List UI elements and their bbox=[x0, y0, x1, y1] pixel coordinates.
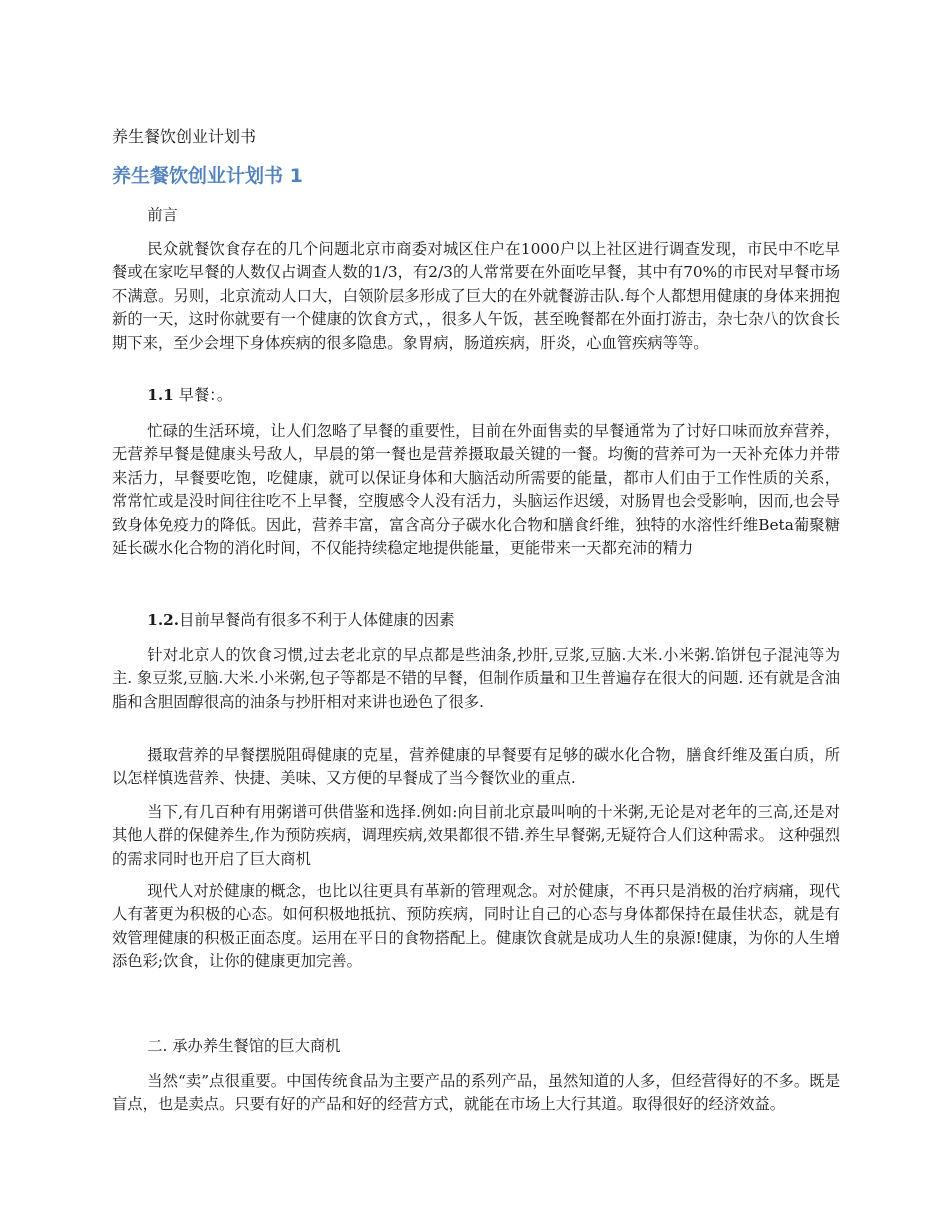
document-title: 养生餐饮创业计划书 bbox=[112, 127, 257, 146]
section-2-title: 二. 承办养生餐馆的巨大商机 bbox=[147, 1037, 341, 1055]
subheading-1-2 bbox=[112, 609, 840, 632]
preface-label: 前言 bbox=[147, 206, 178, 224]
paragraph-selling-point: 当然“卖”点很重要。中国传统食品为主要产品的系列产品，虽然知道的人多，但经营得好的不多。既是盲点，也是卖点。只要有好的产品和好的经营方式，就能在市场上大行其道。取得很好的经济效益。 bbox=[112, 1072, 840, 1114]
paragraph-habits: 针对北京人的饮食习惯,过去老北京的早点都是些油条,抄肝,豆浆,豆脑.大米.小米粥.馅饼包子混沌等为主. 象豆浆,豆脑.大米.小米粥,包子等都是不错的早餐，但制作质量和卫生普遍存在很大的问题. 还有就是含油脂和含胆固醇很高的油条与抄肝相对来讲也逊色了很多. bbox=[112, 646, 840, 711]
paragraph-health-concept: 现代人对於健康的概念，也比以往更具有革新的管理观念。对於健康，不再只是消极的治疗病痛，现代人有著更为积极的心态。如何积极地抵抗、预防疾病，同时让自己的心态与身体都保持在最佳状态，就是有效管理健康的积极正面态度。运用在平日的食物搭配上。健康饮食就是成功人生的泉源!健康，为你的人生增添色彩;饮食，让你的健康更加完善。 bbox=[112, 882, 840, 971]
subheading-1-2-text: 目前早餐尚有很多不利于人体健康的因素 bbox=[179, 611, 455, 629]
section-heading: 养生餐饮创业计划书 1 bbox=[112, 165, 303, 187]
subheading-1-1-number: 1.1 bbox=[147, 386, 174, 404]
paragraph-intro: 民众就餐饮食存在的几个问题北京市商委对城区住户在1000户以上社区进行调查发现，市民中不吃早餐或在家吃早餐的人数仅占调查人数的1/3，有2/3的人常常要在外面吃早餐，其中有70%的市民对早餐市场不满意。另则，北京流动人口大，白领阶层多形成了巨大的在外就餐游击队.每个人都想用健康的身体来拥抱新的一天，这时你就要有一个健康的饮食方式，，很多人午饭，甚至晚餐都在外面打游击，杂七杂八的饮食长期下来，至少会埋下身体疾病的很多隐患。象胃病，肠道疾病，肝炎，心血管疾病等等。 bbox=[112, 240, 840, 352]
paragraph-nutrition: 摄取营养的早餐摆脱阻碍健康的克星，营养健康的早餐要有足够的碳水化合物，膳食纤维及蛋白质，所以怎样慎选营养、快捷、美味、又方便的早餐成了当今餐饮业的重点. bbox=[112, 746, 840, 788]
subheading-1-2-number: 1.2. bbox=[147, 611, 180, 629]
subheading-1-1-text: 早餐：。 bbox=[173, 386, 233, 404]
paragraph-breakfast: 忙碌的生活环境，让人们忽略了早餐的重要性，目前在外面售卖的早餐通常为了讨好口味而放弃营养，无营养早餐是健康头号敌人，早晨的第一餐也是营养摄取最关键的一餐。均衡的营养可为一天补充体力并带来活力，早餐要吃饱，吃健康，就可以保证身体和大脑活动所需要的能量，都市人们由于工作性质的关系，常常忙或是没时间往往吃不上早餐，空腹感令人没有活力，头脑运作迟缓，对肠胃也会受影响，因而,也会导致身体免疫力的降低。因此，营养丰富，富含高分子碳水化合物和膳食纤维，独特的水溶性纤维Beta葡聚糖延长碳水化合物的消化时间，不仅能持续稳定地提供能量，更能带来一天都充沛的精力 bbox=[112, 422, 840, 558]
subheading-1-1 bbox=[112, 384, 840, 407]
paragraph-porridge: 当下,有几百种有用粥谱可供借鉴和选择.例如:向目前北京最叫响的十米粥,无论是对老年的三高,还是对其他人群的保健养生,作为预防疾病，调理疾病,效果都很不错.养生早餐粥,无疑符合人们这种需求。 这种强烈的需求同时也开启了巨大商机 bbox=[112, 803, 840, 868]
